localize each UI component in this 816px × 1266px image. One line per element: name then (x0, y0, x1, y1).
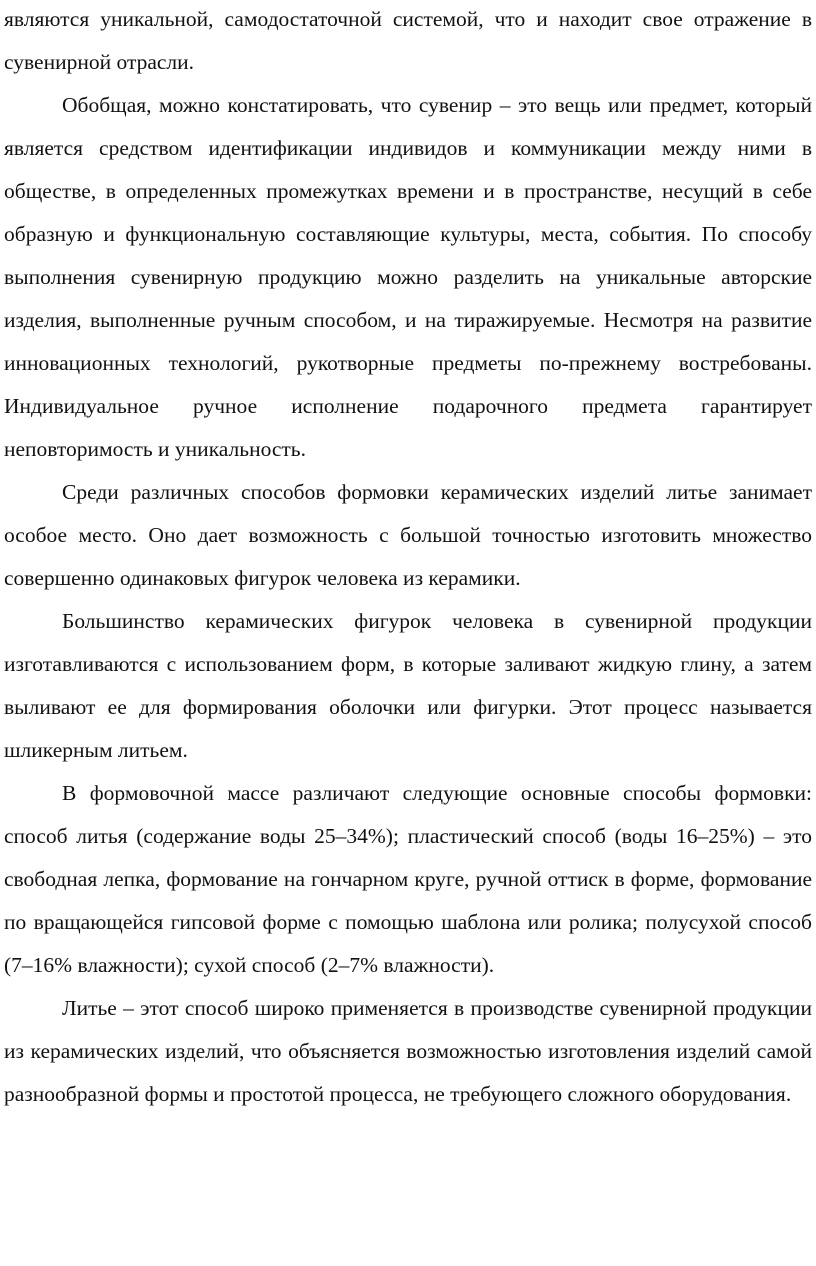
paragraph-souvenir-definition: Обобщая, можно констатировать, что сувенир – это вещь или предмет, который является средством идентификации индивидов и коммуникации между ними в обществе, в определенных промежутках времени и в пространстве, несущий в себе образную и функциональную составляющие культуры, места, события. По способу выполнения сувенирную продукцию можно разделить на уникальные авторские изделия, выполненные ручным способом, и на тиражируемые. Несмотря на развитие инновационных технологий, рукотворные предметы по-прежнему востребованы. Индивидуальное ручное исполнение подарочного предмета гарантирует неповторимость и уникальность. (4, 93, 812, 461)
paragraph-casting-production: Литье – этот способ широко применяется в производстве сувенирной продукции из керамических изделий, что объясняется возможностью изготовления изделий самой разнообразной формы и простотой процесса, не требующего сложного оборудования. (4, 996, 812, 1106)
paragraph-slip-casting: Большинство керамических фигурок человека в сувенирной продукции изготавливаются с использованием форм, в которые заливают жидкую глину, а затем выливают ее для формирования оболочки или фигурки. Этот процесс называется шликерным литьем. (4, 609, 812, 762)
paragraph-continuation: являются уникальной, самодостаточной системой, что и находит свое отражение в сувенирной отрасли. (4, 7, 812, 74)
paragraph-casting-methods: Среди различных способов формовки керамических изделий литье занимает особое место. Оно дает возможность с большой точностью изготовить множество совершенно одинаковых фигурок человека из керамики. (4, 480, 812, 590)
paragraph-molding-methods: В формовочной массе различают следующие основные способы формовки: способ литья (содержание воды 25–34%); пластический способ (воды 16–25%) – это свободная лепка, формование на гончарном круге, ручной оттиск в форме, формование по вращающейся гипсовой форме с помощью шаблона или ролика; полусухой способ (7–16% влажности); сухой способ (2–7% влажности). (4, 781, 812, 977)
